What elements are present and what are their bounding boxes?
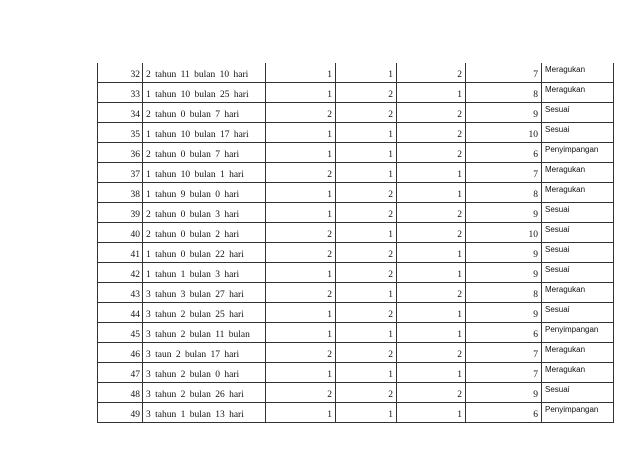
row-number-cell: 40	[98, 223, 143, 243]
score-b-cell: 1	[336, 143, 397, 163]
score-a-cell: 1	[266, 203, 336, 223]
category-cell: Meragukan	[542, 283, 614, 303]
total-score-cell: 9	[466, 203, 542, 223]
age-cell: 2 tahun 11 bulan 10 hari	[143, 63, 266, 83]
category-cell: Sesuai	[542, 103, 614, 123]
score-c-cell: 2	[397, 143, 466, 163]
table-row	[98, 383, 614, 403]
total-score-cell: 8	[466, 83, 542, 103]
score-a-cell: 1	[266, 83, 336, 103]
total-score-cell: 7	[466, 363, 542, 383]
table-row	[98, 123, 614, 143]
score-b-cell: 1	[336, 123, 397, 143]
row-number-cell: 45	[98, 323, 143, 343]
score-b-cell: 2	[336, 243, 397, 263]
age-cell: 1 tahun 9 bulan 0 hari	[143, 183, 266, 203]
table-row	[98, 263, 614, 283]
score-a-cell: 2	[266, 223, 336, 243]
total-score-cell: 10	[466, 223, 542, 243]
score-a-cell: 2	[266, 383, 336, 403]
row-number-cell: 34	[98, 103, 143, 123]
score-a-cell: 1	[266, 403, 336, 423]
age-cell: 1 tahun 1 bulan 3 hari	[143, 263, 266, 283]
table-row	[98, 83, 614, 103]
total-score-cell: 6	[466, 323, 542, 343]
category-cell: Sesuai	[542, 243, 614, 263]
score-c-cell: 1	[397, 403, 466, 423]
score-c-cell: 1	[397, 163, 466, 183]
total-score-cell: 7	[466, 343, 542, 363]
score-b-cell: 2	[336, 83, 397, 103]
age-cell: 1 tahun 10 bulan 1 hari	[143, 163, 266, 183]
total-score-cell: 10	[466, 123, 542, 143]
age-cell: 1 tahun 0 bulan 22 hari	[143, 243, 266, 263]
age-cell: 3 taun 2 bulan 17 hari	[143, 343, 266, 363]
score-b-cell: 2	[336, 383, 397, 403]
score-b-cell: 2	[336, 203, 397, 223]
table-row	[98, 343, 614, 363]
age-cell: 2 tahun 0 bulan 7 hari	[143, 143, 266, 163]
row-number-cell: 37	[98, 163, 143, 183]
table-body	[98, 63, 614, 423]
total-score-cell: 6	[466, 143, 542, 163]
score-c-cell: 1	[397, 303, 466, 323]
age-cell: 3 tahun 3 bulan 27 hari	[143, 283, 266, 303]
category-cell: Meragukan	[542, 63, 614, 83]
table-row	[98, 243, 614, 263]
score-a-cell: 2	[266, 163, 336, 183]
score-c-cell: 2	[397, 103, 466, 123]
age-cell: 2 tahun 0 bulan 2 hari	[143, 223, 266, 243]
row-number-cell: 42	[98, 263, 143, 283]
category-cell: Penyimpangan	[542, 323, 614, 343]
score-c-cell: 1	[397, 263, 466, 283]
score-a-cell: 1	[266, 363, 336, 383]
row-number-cell: 49	[98, 403, 143, 423]
row-number-cell: 35	[98, 123, 143, 143]
category-cell: Meragukan	[542, 83, 614, 103]
row-number-cell: 32	[98, 63, 143, 83]
score-b-cell: 1	[336, 323, 397, 343]
age-cell: 3 tahun 2 bulan 25 hari	[143, 303, 266, 323]
row-number-cell: 46	[98, 343, 143, 363]
score-a-cell: 2	[266, 103, 336, 123]
total-score-cell: 9	[466, 303, 542, 323]
score-b-cell: 2	[336, 303, 397, 323]
table-row	[98, 283, 614, 303]
row-number-cell: 48	[98, 383, 143, 403]
score-a-cell: 1	[266, 143, 336, 163]
category-cell: Meragukan	[542, 343, 614, 363]
category-cell: Sesuai	[542, 223, 614, 243]
score-a-cell: 1	[266, 63, 336, 83]
category-cell: Sesuai	[542, 263, 614, 283]
category-cell: Sesuai	[542, 123, 614, 143]
row-number-cell: 44	[98, 303, 143, 323]
category-cell: Meragukan	[542, 183, 614, 203]
total-score-cell: 9	[466, 383, 542, 403]
total-score-cell: 8	[466, 183, 542, 203]
table-row	[98, 63, 614, 83]
row-number-cell: 41	[98, 243, 143, 263]
category-cell: Meragukan	[542, 163, 614, 183]
table-row	[98, 403, 614, 423]
score-b-cell: 1	[336, 403, 397, 423]
row-number-cell: 33	[98, 83, 143, 103]
score-c-cell: 2	[397, 223, 466, 243]
table-row	[98, 203, 614, 223]
score-b-cell: 2	[336, 343, 397, 363]
table-row	[98, 323, 614, 343]
score-a-cell: 1	[266, 183, 336, 203]
score-c-cell: 2	[397, 203, 466, 223]
category-cell: Sesuai	[542, 383, 614, 403]
score-a-cell: 1	[266, 323, 336, 343]
score-a-cell: 2	[266, 343, 336, 363]
score-b-cell: 1	[336, 223, 397, 243]
score-b-cell: 2	[336, 103, 397, 123]
score-c-cell: 2	[397, 123, 466, 143]
score-b-cell: 2	[336, 183, 397, 203]
score-b-cell: 1	[336, 283, 397, 303]
score-c-cell: 1	[397, 83, 466, 103]
category-cell: Penyimpangan	[542, 143, 614, 163]
score-c-cell: 1	[397, 243, 466, 263]
score-b-cell: 2	[336, 263, 397, 283]
row-number-cell: 43	[98, 283, 143, 303]
total-score-cell: 7	[466, 163, 542, 183]
row-number-cell: 47	[98, 363, 143, 383]
row-number-cell: 36	[98, 143, 143, 163]
score-b-cell: 1	[336, 363, 397, 383]
total-score-cell: 7	[466, 63, 542, 83]
table-row	[98, 303, 614, 323]
total-score-cell: 9	[466, 263, 542, 283]
age-cell: 3 tahun 2 bulan 0 hari	[143, 363, 266, 383]
data-table	[97, 63, 614, 423]
total-score-cell: 9	[466, 243, 542, 263]
table-row	[98, 103, 614, 123]
age-cell: 1 tahun 10 bulan 17 hari	[143, 123, 266, 143]
score-c-cell: 1	[397, 183, 466, 203]
age-cell: 1 tahun 10 bulan 25 hari	[143, 83, 266, 103]
score-c-cell: 1	[397, 323, 466, 343]
table-row	[98, 223, 614, 243]
score-a-cell: 1	[266, 123, 336, 143]
age-cell: 3 tahun 1 bulan 13 hari	[143, 403, 266, 423]
score-b-cell: 1	[336, 63, 397, 83]
category-cell: Sesuai	[542, 203, 614, 223]
table-row	[98, 363, 614, 383]
score-a-cell: 2	[266, 283, 336, 303]
age-cell: 2 tahun 0 bulan 7 hari	[143, 103, 266, 123]
table-row	[98, 143, 614, 163]
score-a-cell: 2	[266, 243, 336, 263]
category-cell: Meragukan	[542, 363, 614, 383]
total-score-cell: 9	[466, 103, 542, 123]
row-number-cell: 39	[98, 203, 143, 223]
table-row	[98, 183, 614, 203]
score-a-cell: 1	[266, 303, 336, 323]
score-a-cell: 1	[266, 263, 336, 283]
age-cell: 2 tahun 0 bulan 3 hari	[143, 203, 266, 223]
score-c-cell: 2	[397, 283, 466, 303]
age-cell: 3 tahun 2 bulan 26 hari	[143, 383, 266, 403]
age-cell: 3 tahun 2 bulan 11 bulan	[143, 323, 266, 343]
total-score-cell: 8	[466, 283, 542, 303]
total-score-cell: 6	[466, 403, 542, 423]
category-cell: Sesuai	[542, 303, 614, 323]
score-c-cell: 2	[397, 63, 466, 83]
score-c-cell: 2	[397, 343, 466, 363]
score-c-cell: 2	[397, 383, 466, 403]
score-b-cell: 1	[336, 163, 397, 183]
score-c-cell: 1	[397, 363, 466, 383]
table-row	[98, 163, 614, 183]
row-number-cell: 38	[98, 183, 143, 203]
category-cell: Penyimpangan	[542, 403, 614, 423]
